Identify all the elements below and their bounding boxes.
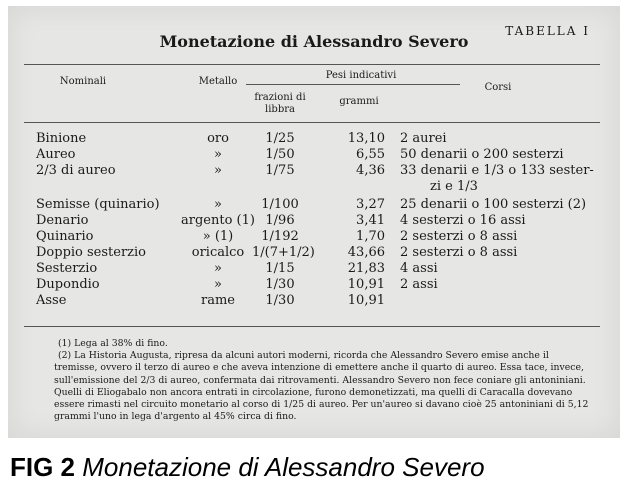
sub-rule [246, 84, 460, 85]
cell-frazioni: 1/50 [265, 147, 295, 162]
cell-metallo: » [214, 277, 222, 292]
bottom-rule [24, 326, 600, 327]
header-metallo: Metallo [198, 76, 238, 87]
footnote-2: (2) La Historia Augusta, ripresa da alcuni autori moderni, ricorda che Alessandro Severo emise anche il tremisse, ovvero il terzo di aureo e che aveva intenzione di emettere anche il quarto di aureo. Essa tace, invece, sull'emissione del 2/3 di aureo, confermata dai ritrovamenti. Alessandro Severo non fece coniare gli antoniniani. Quelli di Eliogabalo non ancora entrati in circolazione, furono demonetizzati, ma quelli di Caracalla dovevano essere rimasti nel circuito monetario al corso di 1/25 di aureo. Per un'aureo si davano cioè 25 antoniniani di 5,12 grammi l'uno in lega d'argento al 45% circa di fino. [54, 350, 589, 423]
cell-corsi: 25 denarii o 100 sesterzi (2) [400, 197, 587, 212]
cell-grammi: 3,41 [356, 213, 385, 228]
cell-corsi: 50 denarii o 200 sesterzi [400, 147, 564, 162]
cell-grammi: 43,66 [347, 245, 385, 260]
cell-corsi: 4 assi [400, 261, 438, 276]
cell-nominale: Denario [36, 213, 89, 228]
cell-grammi: 3,27 [356, 197, 385, 212]
header-pesi: Pesi indicativi [325, 70, 397, 81]
cell-nominale: Doppio sesterzio [36, 245, 147, 260]
cell-corsi: 33 denarii e 1/3 o 133 sester- [400, 163, 594, 178]
header-libbra: libbra [265, 104, 295, 115]
cell-frazioni: 1/96 [265, 213, 295, 228]
cell-nominale: Quinario [36, 229, 94, 244]
cell-nominale: Aureo [36, 147, 76, 162]
cell-frazioni: 1/192 [261, 229, 299, 244]
figure-number: FIG 2 [10, 452, 76, 482]
cell-frazioni: 1/75 [265, 163, 295, 178]
cell-corsi: 2 aurei [400, 131, 447, 146]
cell-nominale: Sesterzio [36, 261, 98, 276]
cell-frazioni: 1/15 [265, 261, 295, 276]
header-frazioni: frazioni di [254, 92, 306, 103]
cell-frazioni: 1/30 [265, 293, 295, 308]
cell-nominale: Semisse (quinario) [36, 197, 160, 212]
figure-caption-text: Monetazione di Alessandro Severo [82, 452, 485, 482]
top-rule [24, 64, 600, 65]
cell-corsi: 4 sesterzi o 16 assi [400, 213, 526, 228]
header-nominali: Nominali [59, 76, 107, 87]
table-number: TABELLA I [505, 24, 590, 38]
cell-frazioni: 1/(7+1/2) [252, 245, 315, 260]
scanned-page [8, 6, 620, 438]
cell-grammi: 4,36 [356, 163, 385, 178]
cell-nominale: Binione [36, 131, 87, 146]
header-grammi: grammi [339, 96, 379, 107]
cell-frazioni: 1/25 [265, 131, 295, 146]
cell-corsi: 2 sesterzi o 8 assi [400, 245, 518, 260]
cell-metallo: » [214, 197, 222, 212]
cell-corsi-continued: zi e 1/3 [430, 179, 478, 194]
footnote-1: (1) Lega al 38% di fino. [58, 338, 168, 349]
cell-metallo: oricalco [191, 245, 245, 260]
cell-grammi: 10,91 [347, 277, 385, 292]
cell-metallo: argento (1) [181, 213, 255, 228]
cell-metallo: » (1) [202, 229, 234, 244]
cell-grammi: 13,10 [347, 131, 385, 146]
cell-grammi: 6,55 [356, 147, 385, 162]
cell-nominale: Dupondio [36, 277, 100, 292]
cell-metallo: » [214, 163, 222, 178]
header-bottom-rule [24, 122, 600, 123]
cell-corsi: 2 assi [400, 277, 438, 292]
cell-metallo: » [214, 147, 222, 162]
figure-caption [10, 452, 485, 483]
cell-grammi: 1,70 [356, 229, 385, 244]
cell-corsi: 2 sesterzi o 8 assi [400, 229, 518, 244]
cell-frazioni: 1/30 [265, 277, 295, 292]
footnotes [54, 338, 594, 423]
header-corsi: Corsi [484, 82, 512, 93]
cell-metallo: rame [201, 293, 235, 308]
cell-nominale: Asse [36, 293, 67, 308]
cell-metallo: » [214, 261, 222, 276]
cell-grammi: 21,83 [347, 261, 385, 276]
cell-metallo: oro [207, 131, 229, 146]
cell-nominale: 2/3 di aureo [36, 163, 116, 178]
cell-frazioni: 1/100 [261, 197, 299, 212]
cell-grammi: 10,91 [347, 293, 385, 308]
table-title: Monetazione di Alessandro Severo [159, 32, 469, 51]
